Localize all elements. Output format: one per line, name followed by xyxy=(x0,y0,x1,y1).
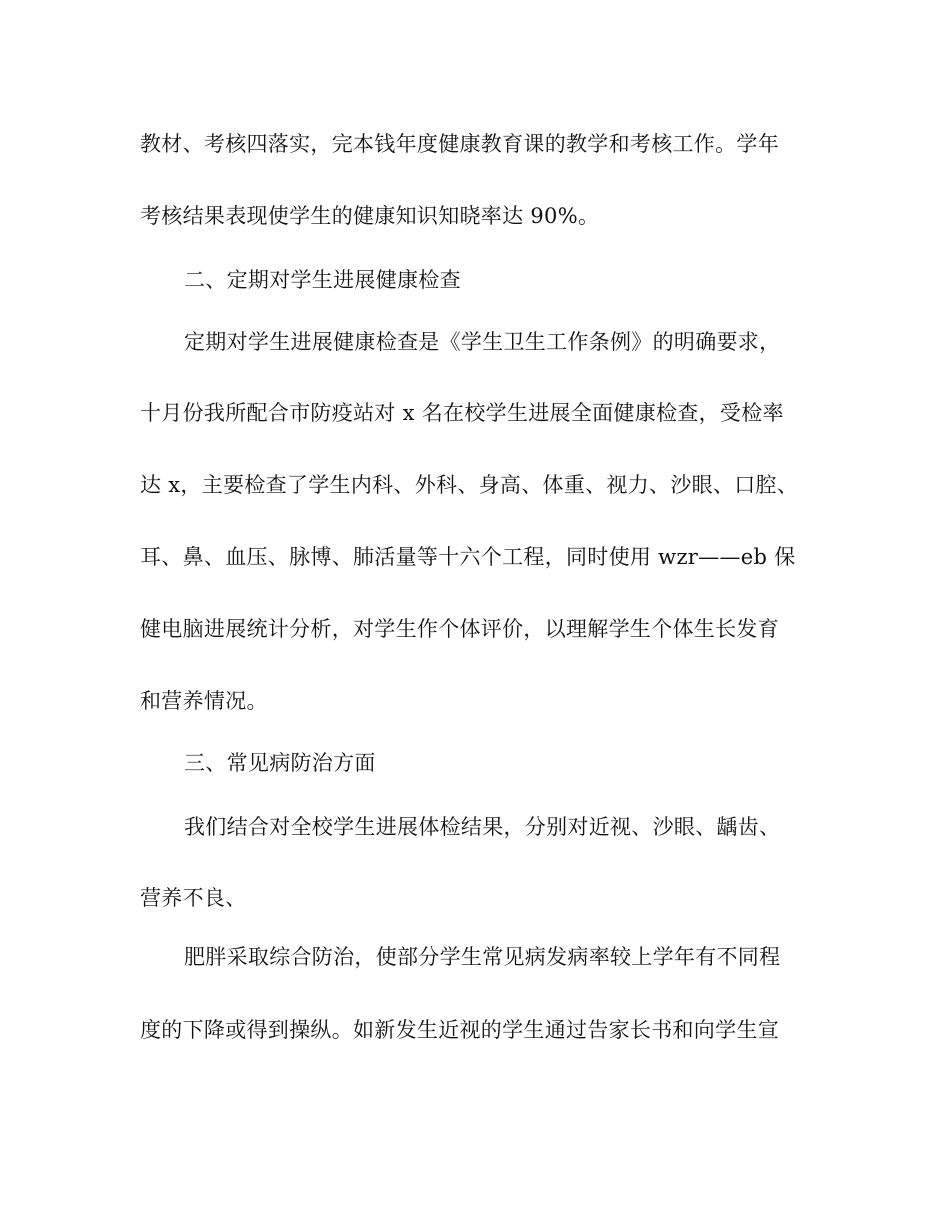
paragraph-line: 肥胖采取综合防治，使部分学生常见病发病率较上学年有不同程 xyxy=(184,945,781,969)
paragraph-line: 度的下降或得到操纵。如新发生近视的学生通过告家长书和向学生宣 xyxy=(140,1018,779,1042)
paragraph-line: 定期对学生进展健康检查是《学生卫生工作条例》的明确要求， xyxy=(184,330,781,354)
paragraph-line: 我们结合对全校学生进展体检结果，分别对近视、沙眼、龋齿、 xyxy=(184,815,781,839)
paragraph-line: 和营养情况。 xyxy=(140,689,268,713)
paragraph-line: 达 x，主要检查了学生内科、外科、身高、体重、视力、沙眼、口腔、 xyxy=(140,473,799,497)
paragraph-line: 考核结果表现使学生的健康知识知晓率达 90%。 xyxy=(140,204,600,228)
section-heading: 二、定期对学生进展健康检查 xyxy=(184,268,461,292)
paragraph-line: 十月份我所配合市防疫站对 x 名在校学生进展全面健康检查，受检率 xyxy=(140,401,784,425)
paragraph-line: 耳、鼻、血压、脉博、肺活量等十六个工程，同时使用 wzr——eb 保 xyxy=(140,545,796,569)
section-heading: 三、常见病防治方面 xyxy=(184,751,376,775)
paragraph-line: 教材、考核四落实，完本钱年度健康教育课的教学和考核工作。学年 xyxy=(140,132,779,156)
paragraph-line: 健电脑进展统计分析，对学生作个体评价，以理解学生个体生长发育 xyxy=(140,617,779,641)
paragraph-line: 营养不良、 xyxy=(140,886,247,910)
